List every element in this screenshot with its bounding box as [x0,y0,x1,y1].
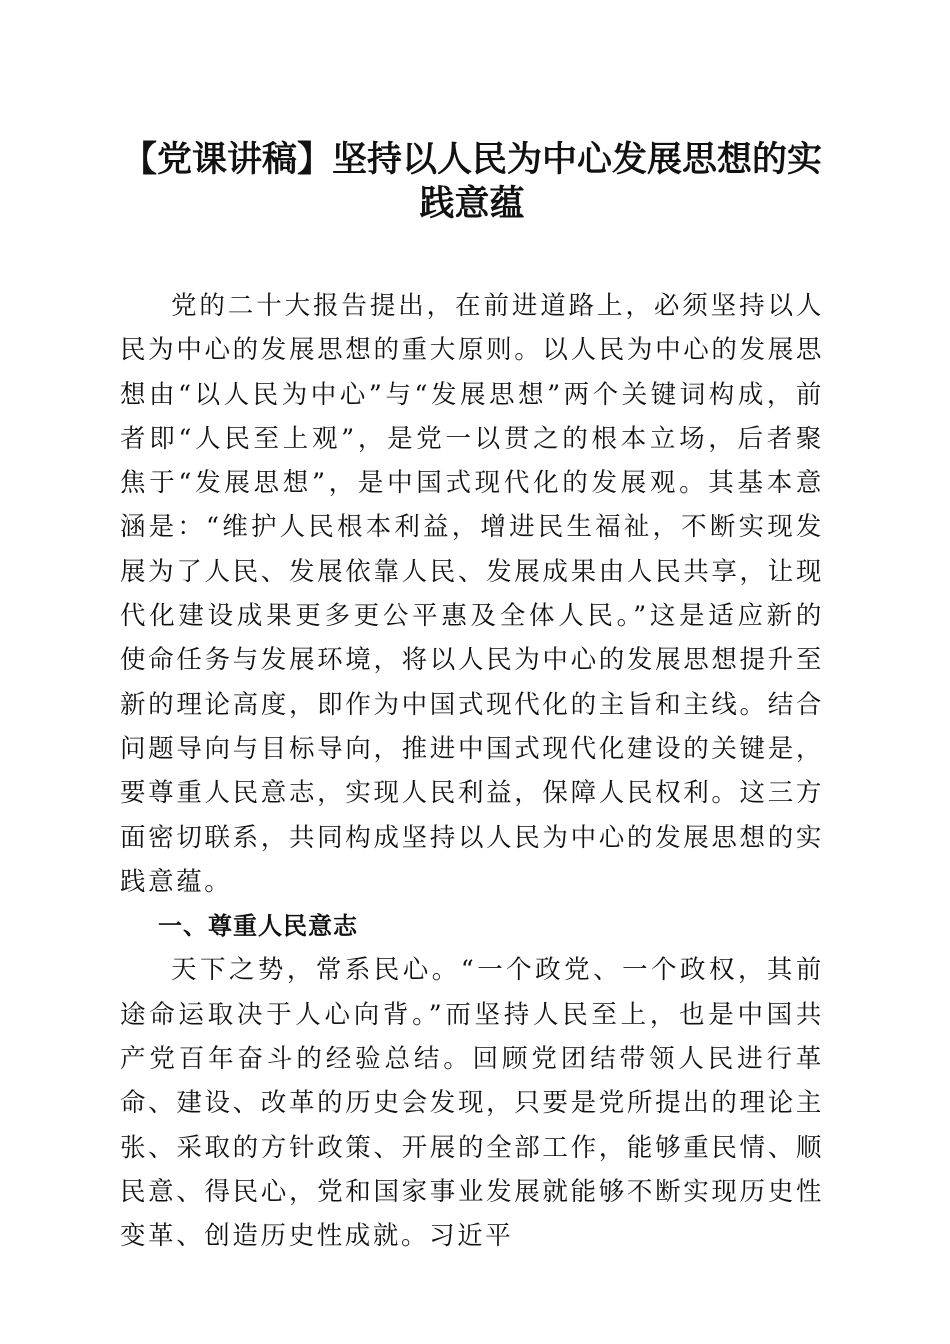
title-line-2: 践意蕴 [419,184,525,224]
section-heading-1: 一、尊重人民意志 [158,912,358,941]
document-body [120,284,824,1259]
document-page [120,138,824,1259]
intro-paragraph: 党的二十大报告提出，在前进道路上，必须坚持以人民为中心的发展思想的重大原则。以人民为中心的发展思想由“以人民为中心”与“发展思想”两个关键词构成，前者即“人民至上观”，是党一以贯之的根本立场，后者聚焦于“发展思想”，是中国式现代化的发展观。其基本意涵是：“维护人民根本利益，增进民生福祉，不断实现发展为了人民、发展依靠人民、发展成果由人民共享，让现代化建设成果更多更公平惠及全体人民。”这是适应新的使命任务与发展环境，将以人民为中心的发展思想提升至新的理论高度，即作为中国式现代化的主旨和主线。结合问题导向与目标导向，推进中国式现代化建设的关键是，要尊重人民意志，实现人民利益，保障人民权利。这三方面密切联系，共同构成坚持以人民为中心的发展思想的实践意蕴。 [120,291,824,897]
document-title [120,138,824,226]
section-1-paragraph: 天下之势，常系民心。“一个政党、一个政权，其前途命运取决于人心向背。”而坚持人民至上，也是中国共产党百年奋斗的经验总结。回顾党团结带领人民进行革命、建设、改革的历史会发现，只要是党所提出的理论主张、采取的方针政策、开展的全部工作，能够重民情、顺民意、得民心，党和国家事业发展就能够不断实现历史性变革、创造历史性成就。习近平 [120,955,824,1252]
title-line-1: 【党课讲稿】坚持以人民为中心发展思想的实 [121,140,822,180]
